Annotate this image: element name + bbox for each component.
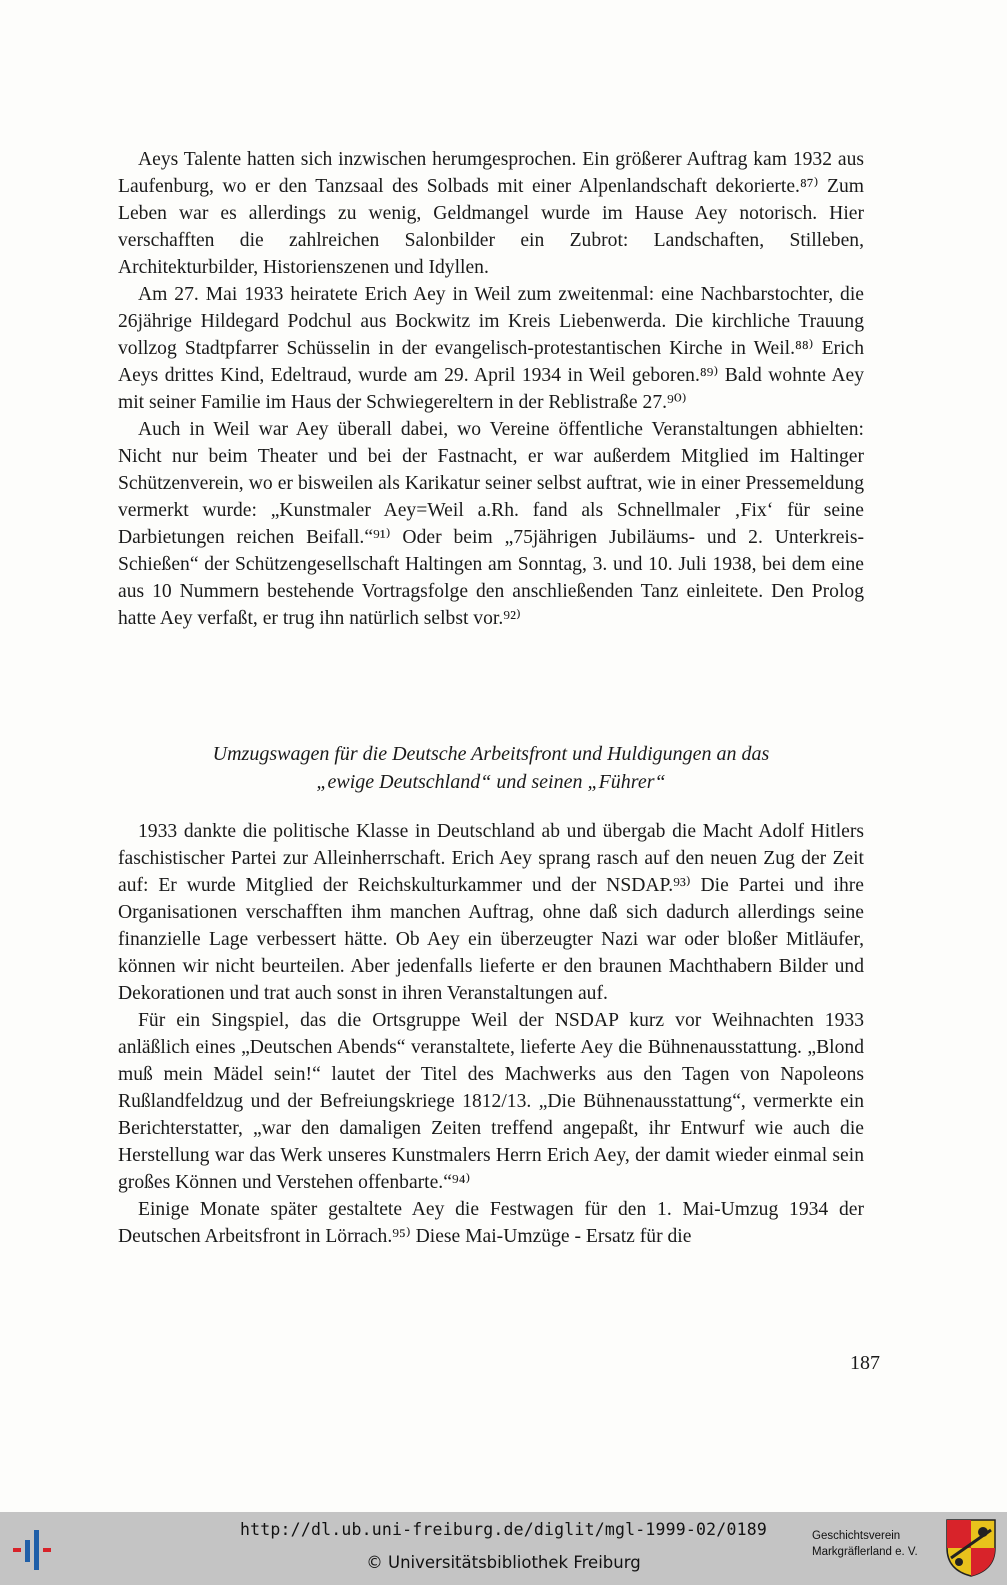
organization-name-line-2: Markgräflerland e. V. <box>812 1546 918 1558</box>
organization-name <box>812 1528 940 1560</box>
section-heading <box>118 740 864 796</box>
text-section-bottom <box>118 818 864 1250</box>
copyright-text: © Universitätsbibliothek Freiburg <box>366 1553 641 1572</box>
paragraph: 1933 dankte die politische Klasse in Deutschland ab und übergab die Macht Adolf Hitlers faschistischer Partei zur Alleinherrschaft. Erich Aey sprang rasch auf den neuen Zug der Zeit auf: Er wurde Mitglied der Reichskulturkammer und der NSDAP.⁹³⁾ Die Partei und ihre Organisationen verschafften ihm manchen Auftrag, ohne daß sich dadurch allerdings seine finanzielle Lage verbessert hätte. Ob Aey ein überzeugter Nazi war oder bloßer Mitläufer, können wir nicht beurteilen. Aber jedenfalls lieferte er den braunen Machthabern Bilder und Dekorationen und trat auch sonst in ihren Veranstaltungen auf. <box>118 821 864 1004</box>
paragraph: Auch in Weil war Aey überall dabei, wo Vereine öffentliche Veranstaltungen abhielten: Nicht nur beim Theater und bei der Fastnacht, er war außerdem Mitglied im Haltinger Schützenverein, wo er bisweilen als Karikatur seiner selbst auftrat, wie in einer Pressemeldung vermerkt wurde: „Kunstmaler Aey=Weil a.Rh. fand als Schnellmaler ‚Fix‘ für seine Darbietungen reichen Beifall.“⁹¹⁾ Oder beim „75jährigen Jubiläums- und 2. Unterkreis-Schießen“ der Schützengesellschaft Haltingen am Sonntag, 3. und 10. Juli 1938, bei dem eine aus 10 Nummern bestehende Vortragsfolge den anschließenden Tanz einleitete. Den Prolog hatte Aey verfaßt, er trug ihn natürlich selbst vor.⁹²⁾ <box>118 419 864 629</box>
document-url-link[interactable]: http://dl.ub.uni-freiburg.de/diglit/mgl-1999-02/0189 <box>240 1520 767 1539</box>
text-section-top <box>118 146 864 632</box>
paragraph: Aeys Talente hatten sich inzwischen herumgesprochen. Ein größerer Auftrag kam 1932 aus Laufenburg, wo er den Tanzsaal des Solbads mit einer Alpenlandschaft dekorierte.⁸⁷⁾ Zum Leben war es allerdings zu wenig, Geldmangel wurde im Hause Aey notorisch. Hier verschafften die zahlreichen Salonbilder ein Zubrot: Landschaften, Stilleben, Architekturbilder, Historienszenen und Idyllen. <box>118 149 864 278</box>
organization-name-line-1: Geschichtsverein <box>812 1530 901 1542</box>
section-heading-line-2: „ewige Deutschland“ und seinen „Führer“ <box>316 771 666 793</box>
paragraph: Für ein Singspiel, das die Ortsgruppe Weil der NSDAP kurz vor Weihnachten 1933 anläßlich eines „Deutschen Abends“ veranstaltete, lieferte Aey die Bühnenausstattung. „Blond muß mein Mädel sein!“ lautet der Titel des Machwerks aus den Tagen von Napoleons Rußlandfeldzug und der Befreiungskriege 1812/13. „Die Bühnenausstattung“, vermerkte ein Berichterstatter, „war den damaligen Zeiten treffend angepaßt, ihr Entwurf wie auch die Herstellung war das Werk unseres Kunstmalers Herrn Erich Aey, der damit wieder einmal sein großes Können und Verstehen offenbarte.“⁹⁴⁾ <box>118 1010 864 1193</box>
section-heading-line-1: Umzugswagen für die Deutsche Arbeitsfront und Huldigungen an das <box>212 743 770 765</box>
coat-of-arms-icon[interactable] <box>945 1518 997 1578</box>
paragraph: Einige Monate später gestaltete Aey die Festwagen für den 1. Mai-Umzug 1934 der Deutschen Arbeitsfront in Lörrach.⁹⁵⁾ Diese Mai-Umzüge - Ersatz für die <box>118 1199 864 1247</box>
paragraph: Am 27. Mai 1933 heiratete Erich Aey in Weil zum zweitenmal: eine Nachbarstochter, die 26jährige Hildegard Podchul aus Bockwitz im Kreis Liebenwerda. Die kirchliche Trauung vollzog Stadtpfarrer Schüsselin in der evangelisch-protestantischen Kirche in Weil.⁸⁸⁾ Erich Aeys drittes Kind, Edeltraud, wurde am 29. April 1934 in Weil geboren.⁸⁹⁾ Bald wohnte Aey mit seiner Familie im Haus der Schwiegereltern in der Reblistraße 27.⁹⁰⁾ <box>118 284 864 413</box>
footer-bar <box>0 1512 1007 1585</box>
page-number: 187 <box>850 1352 880 1374</box>
